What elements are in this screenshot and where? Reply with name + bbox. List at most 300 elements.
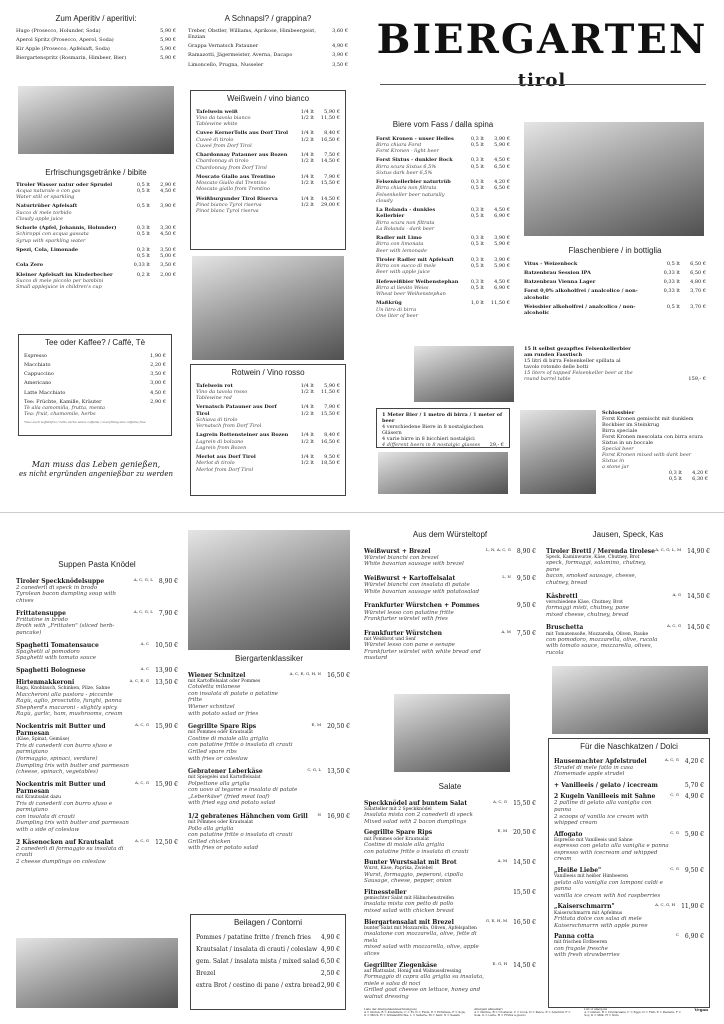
kaffee-item-name: Macchiato — [24, 361, 51, 368]
flaschen-item — [524, 261, 706, 267]
suppen-item-it1: Maccheroni alla pastora - piccante — [16, 691, 113, 698]
klassiker-item-allergens: N — [317, 812, 322, 818]
jausen-item-sub: verschiedene Käse, Chutney, Brot — [546, 599, 623, 605]
naschkatzen-item-text — [554, 831, 670, 863]
naschkatzen-item-allergens: C — [675, 932, 679, 938]
klassiker-item-allergens: C, G, L — [307, 767, 322, 773]
aperitiv-item — [16, 28, 176, 34]
wuerstel-item-it2: Frankfurter würstel with white bread and mustard — [364, 648, 481, 662]
schnaps-item-name: Treber, Obstler, Williams, Aprikose, Himbeergeist, Enzian — [188, 27, 316, 40]
schnaps-item-text — [188, 62, 322, 68]
klassiker-item-text — [188, 813, 318, 852]
naschkatzen-item-it1: gelato alla vaniglia con lamponi caldi e panna — [554, 879, 663, 893]
weiss-item-text — [196, 130, 290, 149]
suppen-item-it1: 2 canederli di formaggio su insalata di crauti — [16, 845, 124, 859]
suppen-item-text — [16, 723, 135, 776]
naschkatzen-item-sub: mit frischen Erdbeeren — [554, 940, 608, 946]
klassiker-title: Biergartenklassiker — [234, 654, 304, 663]
allergen-line2: A = Gluten, B = Krebstiere, C = Ei, D = Fisch, E = Erdnüsse, F = Soja, G = Milch, H = Schalenfrüchte, L = Sellerie, M = Senf, N = Sesam — [364, 1010, 466, 1018]
naschkatzen-item — [554, 782, 704, 789]
klassiker-item-sub: mit Pommes oder Krautsalat — [188, 730, 254, 736]
wuerstel-item-text — [364, 630, 501, 662]
rot-item — [196, 454, 340, 473]
weiss-item — [196, 174, 340, 193]
suppen-item — [16, 610, 178, 637]
beilagen-item-price: 2,90 € — [320, 982, 340, 990]
jausen-item-name: Tiroler Brettl / Merenda tirolese — [546, 547, 655, 555]
rot-item-size: 1/4 lt 1/2 lt — [300, 382, 314, 395]
brand-title: BIERGARTEN — [376, 20, 708, 63]
jausen-item-sub: mit Tomatensoße, Mozzarella, Oliven, Rauke — [546, 631, 649, 637]
slogan — [16, 460, 176, 494]
jausen-item-it2: bacon, smoked sausage, cheese, chutney, bread — [546, 573, 637, 586]
allergen-line5: List of allergens — [584, 1008, 608, 1011]
klassiker-item-name: Gebratener Leberkäse — [188, 768, 263, 776]
rot-item-text — [196, 404, 290, 429]
wuerstel-item-meta — [486, 548, 536, 555]
salate-item-name: Biergartensalat mit Brezel — [364, 918, 454, 926]
beilagen-item — [196, 934, 340, 941]
salate-item-it1: Costine di maiale alla griglia — [364, 841, 445, 848]
erfrischung-item — [16, 272, 176, 291]
beilagen-item-price: 4,90 € — [320, 933, 340, 941]
schnaps-item-price: 3,90 € — [332, 52, 348, 59]
naschkatzen-item-allergens: C, G — [670, 866, 679, 872]
kaffee-item-price: 4,50 € — [150, 389, 166, 396]
kaffee-title: Tee oder Kaffee? / Caffè, Tè — [44, 338, 146, 347]
rot-title: Rotwein / Vino rosso — [231, 368, 305, 377]
naschkatzen-item-meta — [679, 782, 704, 789]
rot-item-text — [196, 432, 290, 451]
suppen-item-meta — [141, 667, 178, 674]
suppen-item — [16, 578, 178, 605]
salate-item-it2: Sausage, cheese, pepper, onion — [364, 878, 452, 885]
fass-item — [376, 179, 510, 204]
naschkatzen-item-text — [554, 758, 665, 778]
rot-item — [196, 383, 340, 402]
meter-line3: 4 different beers in 8 nostalgic glasses — [382, 442, 481, 448]
klassiker-item-name: 1/2 gebratenes Hähnchen vom Grill — [188, 813, 308, 821]
fass-item-it2: Beer with apple juice — [376, 269, 430, 276]
weiss-section — [190, 90, 346, 250]
wuerstel-section — [364, 530, 536, 690]
aperitiv-item-text — [16, 55, 150, 61]
jausen-item-name: Käsbrettl — [546, 592, 578, 600]
naschkatzen-item-it1: Strudel di mele fatto in casa — [554, 764, 633, 771]
schnaps-item-text — [188, 52, 322, 58]
salate-item-allergens: E, M — [497, 828, 508, 834]
kaffee-item-text — [24, 390, 140, 396]
schnaps-item — [188, 52, 348, 58]
wuerstel-item-price: 9,50 € — [516, 574, 536, 582]
rot-item-it2: Lagrein from Bozen — [196, 444, 247, 451]
erfrischung-item-text — [16, 262, 126, 268]
salate-item-name: Gegrillter Ziegenkäse — [364, 961, 438, 969]
naschkatzen-item-allergens: A, C, G — [664, 756, 679, 762]
fass-item-size: 0,3 lt 0,5 lt — [470, 207, 484, 220]
fass-item — [376, 257, 510, 276]
suppen-item-text — [16, 781, 135, 834]
liter15-line4: tavolo rotondo delle botti — [524, 364, 589, 370]
kaffee-item-price: 3,00 € — [150, 380, 166, 387]
rot-item — [196, 404, 340, 429]
klassiker-section — [188, 654, 350, 914]
naschkatzen-item-it1: 2 palline di gelato alla vaniglia con panna — [554, 800, 652, 813]
suppen-item-it3: Dumpling tris with butter and parmesan — [16, 820, 129, 827]
rot-item-it2: Tablewine red — [196, 395, 232, 402]
liter15-price: 159,- € — [688, 376, 706, 382]
klassiker-item-meta — [290, 672, 350, 679]
salad-photo — [394, 694, 510, 772]
beilagen-item — [196, 958, 340, 965]
liter15-section — [524, 346, 706, 402]
suppen-item-name: Nockentris mit Butter und Parmesan — [16, 780, 106, 795]
salate-item-text — [364, 962, 493, 1001]
naschkatzen-item-name: Panna cotta — [554, 933, 595, 941]
suppen-item-meta — [130, 679, 178, 686]
suppen-item-price: 13,50 € — [155, 679, 178, 687]
klassiker-item — [188, 813, 350, 852]
erfrischung-item — [16, 225, 176, 244]
fass-item — [376, 235, 510, 254]
fass-item — [376, 136, 510, 155]
suppen-item-text — [16, 578, 134, 605]
salate-item-it1: Formaggio di capra alla griglia su insalata, miele e salsa di noci — [364, 974, 484, 987]
klassiker-item-it4: with fries or potato salad — [188, 845, 259, 852]
schnaps-item — [188, 43, 348, 49]
weiss-item-text — [196, 152, 290, 171]
liter15-line3: 15 litri di birra Felsenkeller spillata al — [524, 358, 621, 364]
suppen-item-price: 7,90 € — [158, 609, 178, 617]
schnaps-item-name: Limoncello, Prugna, Nusseler — [188, 61, 264, 68]
naschkatzen-item-it1: Frittata dolce con salsa di mele — [554, 916, 642, 923]
wuerstel-item-name: Weißwurst + Kartoffelsalat — [364, 574, 456, 582]
weiss-item-size: 1/4 lt 1/2 lt — [300, 152, 314, 165]
klassiker-item-meta — [318, 813, 350, 820]
naschkatzen-item-allergens: C, G — [670, 829, 679, 835]
naschkatzen-item-meta — [655, 903, 704, 910]
wuerstel-item-price: 7,50 € — [516, 629, 536, 637]
fass-item-price: 4,20 € 6,50 € — [494, 179, 510, 192]
salate-item-it2: con patatine fritte o insalata di crauti — [364, 848, 469, 855]
suppen-item — [16, 781, 178, 834]
suppen-item-name: Spaghetti Bolognese — [16, 666, 86, 674]
wuerstel-item-price: 8,90 € — [516, 547, 536, 555]
naschkatzen-item-it1: con fragole fresche — [554, 945, 608, 952]
fass-item-size: 0,3 lt 0,5 lt — [470, 256, 484, 270]
kaffee-item — [24, 390, 166, 396]
jausen-item-price: 14,90 € — [687, 547, 710, 555]
beilagen-item-name: Krautsalat / insalata di crauti / coleslaw — [196, 945, 318, 953]
fass-item-name: Felsenkellerbier naturtrüb — [376, 179, 451, 186]
kaffee-item-price: 1,90 € — [150, 352, 166, 359]
liter15-line2: am runden Fasstisch — [524, 352, 583, 358]
suppen-item-meta — [135, 839, 178, 846]
flaschen-item-size: 0,33 lt — [663, 269, 680, 276]
erfrischung-item-text — [16, 272, 126, 291]
aperitiv-item-price: 5,90 € — [160, 46, 176, 53]
erfrischung-item-it2: Cloudy apple juice — [16, 215, 63, 222]
suppen-item-price: 10,50 € — [155, 641, 178, 649]
klassiker-item — [188, 768, 350, 807]
naschkatzen-item-text — [554, 903, 655, 929]
suppen-item-text — [16, 679, 130, 718]
weiss-item — [196, 109, 340, 128]
fass-item-it1: Birra scura non filtrata — [376, 219, 435, 226]
suppen-item — [16, 642, 178, 662]
suppen-title: Suppen Pasta Knödel — [58, 560, 136, 569]
suppen-item — [16, 667, 178, 674]
salate-item-price: 20,50 € — [513, 829, 536, 837]
jausen-item-it2: mixed cheese, chutney, bread — [546, 611, 629, 618]
suppen-item-meta — [135, 781, 178, 788]
fass-item-price: 3,90 € 5,90 € — [494, 135, 510, 148]
klassiker-item — [188, 723, 350, 762]
flaschen-item-name: Forst 0,0% alkoholfrei / analcolico / non-alcoholic — [524, 288, 638, 301]
weiss-item-size: 1/4 lt 1/2 lt — [300, 173, 314, 187]
fass-item-size: 0,3 lt 0,5 lt — [470, 278, 484, 291]
aperitiv-item-name: Biergartenspritz (Rosmarin, Himbeer, Bier) — [16, 55, 127, 62]
klassiker-item-it4: with fries or coleslaw — [188, 755, 248, 762]
fass-section — [376, 120, 510, 360]
fass-item-it2: Wheat beer Weihenstephan — [376, 291, 446, 298]
weiss-item — [196, 130, 340, 149]
weiss-item-text — [196, 109, 290, 128]
liter15-line6: round barrel table — [524, 376, 571, 382]
kaffee-item-text — [24, 371, 140, 377]
erfrischung-item-it1: Acqua naturale o con gas — [16, 187, 81, 194]
klassiker-item-name: Wiener Schnitzel — [188, 671, 246, 679]
rot-item-price: 5,90 € 11,50 € — [320, 382, 340, 395]
jausen-title: Jausen, Speck, Kas — [592, 530, 664, 539]
erfrischung-section — [16, 168, 176, 330]
wuerstel-item-meta — [502, 575, 536, 582]
schnaps-item-price: 3,50 € — [332, 61, 348, 68]
suppen-item-sub: mit Krautsalat dazu — [16, 795, 62, 801]
meter-name: 1 Meter Bier / 1 metro di birra / 1 meter of beer — [382, 412, 503, 424]
suppen-item-it4: Ragù, garlic, ham, mushrooms, cream — [16, 711, 123, 718]
rot-item-it2: Vernatsch from Dorf Tirol — [196, 423, 262, 430]
suppen-item-allergens: A, C, G, L — [133, 608, 153, 614]
suppen-item-sub: Ragu, Knoblauch, Schinken, Pilze, Sahne — [16, 686, 110, 692]
schlossbier-line5: Forst Kronen mescolata con birra scura — [602, 434, 703, 440]
salate-item-meta — [498, 859, 536, 866]
stone-jar-photo — [520, 410, 596, 494]
erfrischung-item-it1: Succo di mele piccolo per bambini — [16, 277, 104, 284]
erfrischung-item-price: 3,90 € — [160, 203, 176, 210]
flaschen-item — [524, 270, 706, 276]
rot-item-size: 1/4 lt 1/2 lt — [300, 454, 314, 467]
wuerstel-item-it1: Würstel lesso con patatine fritte — [364, 609, 454, 616]
fass-item-it2: Beer with lemonade — [376, 247, 427, 254]
naschkatzen-item — [554, 758, 704, 778]
kaffee-item-text — [24, 380, 140, 386]
salate-item — [364, 829, 536, 855]
naschkatzen-item-price: 4,90 € — [684, 793, 704, 801]
erfrischung-item-it1: Succo di mele torbido — [16, 209, 72, 216]
wuerstel-item — [364, 548, 536, 568]
salate-item-text — [364, 919, 486, 958]
salate-item — [364, 889, 536, 915]
wuerstel-item-it2: White bavarian sausage with brezel — [364, 561, 464, 568]
flaschen-item-text — [524, 288, 656, 301]
erfrischung-item-name: Cola Zero — [16, 262, 43, 269]
erfrischung-item-price: 2,90 € 4,50 € — [160, 181, 176, 194]
naschkatzen-item-price: 4,20 € — [684, 757, 704, 765]
aperitiv-item-price: 5,90 € — [160, 55, 176, 62]
allergen-line6: A = Gluten, B = Crustaceans, C = Eggs, D = Fish, E = Peanuts, F = Soy, G = Milk, H = Nuts — [584, 1010, 681, 1018]
wuerstel-item-allergens: A, M — [501, 628, 511, 634]
beer-meter-photo — [378, 452, 508, 494]
naschkatzen-section — [548, 738, 710, 1008]
klassiker-item-it2: con patatine fritte o insalata di crauti — [188, 832, 293, 839]
suppen-item-name: 2 Käsenocken auf Krautsalat — [16, 838, 114, 846]
wuerstel-item-allergens: L, N — [502, 573, 511, 579]
suppen-item-it2: con insalata di crauti — [16, 813, 75, 820]
klassiker-item-it2: con uovo al tegame e insalata di patate — [188, 787, 298, 794]
wuerstel-item-it1: Würstel lesso con pane e senape — [364, 642, 455, 649]
wuerstel-item-text — [364, 548, 486, 568]
salate-item-meta — [493, 962, 536, 969]
erfrischung-item-it1: Schiroppi con acqua gassata — [16, 231, 89, 238]
suppen-item-meta — [134, 610, 178, 617]
naschkatzen-item — [554, 933, 704, 959]
salate-item-price: 14,50 € — [513, 859, 536, 867]
salate-item-name: Bunter Wurstsalat mit Brot — [364, 859, 457, 867]
suppen-item-name: Nockentris mit Butter und Parmesan — [16, 723, 106, 738]
weiss-item-it2: Pinot blanc Tyrol riserva — [196, 208, 259, 215]
rot-item-it2: Merlot from Dorf Tirol — [196, 466, 254, 473]
klassiker-item-sub: mit Kartoffelsalat oder Pommes — [188, 678, 261, 684]
wuerstel-item — [364, 630, 536, 662]
rot-item-name: Vernatsch Patauner aus Dorf Tirol — [196, 404, 277, 417]
salate-item-name: Gegrillte Spare Rips — [364, 829, 433, 837]
salate-item-sub: Salatteller mit 2 Speckknödel — [364, 806, 432, 812]
allergen-line3: Allergeni alimentari — [474, 1008, 503, 1011]
jausen-item-allergens: A, G — [672, 591, 682, 597]
fass-item-name: Hefeweißbier Weihenstephan — [376, 278, 459, 285]
salate-item-allergens: G, E, H, M — [485, 917, 508, 923]
vegan-label: Vegan — [694, 1008, 708, 1012]
suppen-item-it2: Ragù, aglio, prosciutto, funghi, panna — [16, 698, 122, 705]
salate-item-sub: auf Blattsalat, Honig und Walnussdressing — [364, 968, 462, 974]
salate-item-allergens: E, G, H — [492, 960, 508, 966]
fries-photo — [188, 530, 350, 650]
fass-item-it2: Sixtus dark beer 6,5% — [376, 169, 433, 176]
weiss-item-it1: Vino da tavola bianco — [196, 114, 251, 121]
schlossbier-price: 4,20 € 6,30 € — [692, 470, 708, 483]
suppen-item-it2: Broth with „Frittaten" (sliced herb-pancake) — [16, 623, 115, 636]
wuerstel-item-name: Weißwurst + Brezel — [364, 547, 431, 555]
naschkatzen-item-price: 9,50 € — [684, 867, 704, 875]
suppen-item-meta — [134, 578, 178, 585]
fass-item-text — [376, 235, 460, 254]
beilagen-item-price: 4,90 € — [320, 945, 340, 953]
naschkatzen-item-name: „Kaiserschmarrn" — [554, 903, 615, 911]
weiss-item-it1: Cuveè di tirolo — [196, 136, 234, 143]
flaschen-section — [524, 246, 706, 342]
wuerstel-item-meta — [511, 602, 536, 609]
erfrischung-item-size: 0,3 lt 0,5 lt — [136, 225, 150, 238]
kaffee-item-it2: Tea: fruit, chamomile, herbs — [24, 411, 96, 418]
klassiker-item-meta — [307, 768, 350, 775]
suppen-item-text — [16, 610, 134, 637]
naschkatzen-item-meta — [676, 933, 704, 940]
schlossbier-line3: Bockbier im Steinkrug — [602, 422, 660, 428]
wuerstel-item-text — [364, 602, 511, 622]
flaschen-item-size: 0,5 lt — [666, 303, 680, 310]
klassiker-item-it3: Grilled chicken — [188, 838, 231, 845]
klassiker-item-meta — [312, 723, 350, 730]
fass-item-name: Radler mit Limo — [376, 235, 422, 242]
erfrischung-item-text — [16, 225, 126, 244]
fass-item-it1: Un litro di birra — [376, 306, 417, 313]
klassiker-item-it3: Wiener schnitzel — [188, 703, 235, 710]
erfrischung-title: Erfrischungsgetränke / bibite — [45, 168, 147, 177]
klassiker-item-price: 20,50 € — [327, 723, 350, 731]
erfrischung-item-price: 2,00 € — [160, 271, 176, 278]
salate-item-meta — [498, 829, 536, 836]
rot-item-price: 7,90 € 15,50 € — [320, 404, 340, 417]
weiss-item-price: 14,50 € 29,00 € — [320, 195, 340, 208]
weiss-item-it2: Moscato giallo from Trentino — [196, 186, 270, 193]
weiss-item-price: 7,50 € 14,50 € — [320, 152, 340, 165]
rot-item-price: 9,50 € 18,50 € — [320, 454, 340, 467]
naschkatzen-item-text — [554, 782, 679, 789]
salate-item-price: 15,50 € — [513, 799, 536, 807]
beilagen-item — [196, 970, 340, 977]
erfrischung-item-it2: Water still or sparkling — [16, 194, 75, 201]
brand-subtitle: tirol — [517, 70, 567, 91]
weiss-item-text — [196, 196, 290, 215]
naschkatzen-item-it2: Kaiserschmarrn with apple puree — [554, 922, 648, 929]
salate-item-text — [364, 889, 507, 915]
naschkatzen-title: Für die Naschkatzen / Dolci — [580, 742, 678, 751]
fass-item-price: 4,50 € 6,50 € — [494, 157, 510, 170]
weiss-item-it2: Tablewine white — [196, 121, 238, 128]
naschkatzen-item — [554, 903, 704, 929]
suppen-item-it3: Dumpling tris with butter and parmesan — [16, 762, 129, 769]
aperitiv-item-price: 5,90 € — [160, 36, 176, 43]
naschkatzen-item-sub: Kaiserschmarrn mit Apfelmus — [554, 910, 623, 916]
naschkatzen-item-it2: 2 scoops of vanilla ice cream with whipped cream — [554, 813, 649, 827]
fass-title: Biere vom Fass / dalla spina — [392, 120, 494, 129]
weiss-item-it2: Cuveé from Dorf Tirol — [196, 142, 252, 149]
salate-item-name: Speckknödel auf buntem Salat — [364, 799, 468, 807]
salate-item-sub: mit Pommes oder Krautsalat — [364, 836, 430, 842]
weiss-item — [196, 196, 340, 215]
suppen-item-it2: Spaghetti with tomato sauce — [16, 655, 97, 662]
weiss-item-it1: Pinot bianco Tyrol riserva — [196, 201, 262, 208]
wuerstel-item-text — [364, 575, 502, 595]
suppen-item-price: 12,50 € — [155, 838, 178, 846]
beilagen-item-price: 6,50 € — [320, 957, 340, 965]
fass-item-price: 4,50 € 6,90 € — [494, 278, 510, 291]
fass-item-size: 0,3 lt 0,5 lt — [470, 157, 484, 170]
fass-item-name: Forst Kronen - unser Helles — [376, 135, 454, 142]
aperitiv-item — [16, 55, 176, 61]
kaffee-item-text — [24, 353, 140, 359]
flaschen-item-text — [524, 279, 656, 285]
klassiker-item-allergens: A, C, E, G, H, N — [289, 670, 322, 676]
fass-item-it1: Birra con limonata — [376, 241, 424, 248]
naschkatzen-item-text — [554, 793, 670, 827]
fass-item-it2: One liter of beer — [376, 312, 418, 319]
beilagen-section — [190, 914, 346, 1010]
kaffee-item-name: Cappuccino — [24, 371, 54, 378]
fass-item-size: 0,3 lt 0,5 lt — [470, 135, 484, 148]
schlossbier-line9: a stone jar — [602, 464, 629, 470]
